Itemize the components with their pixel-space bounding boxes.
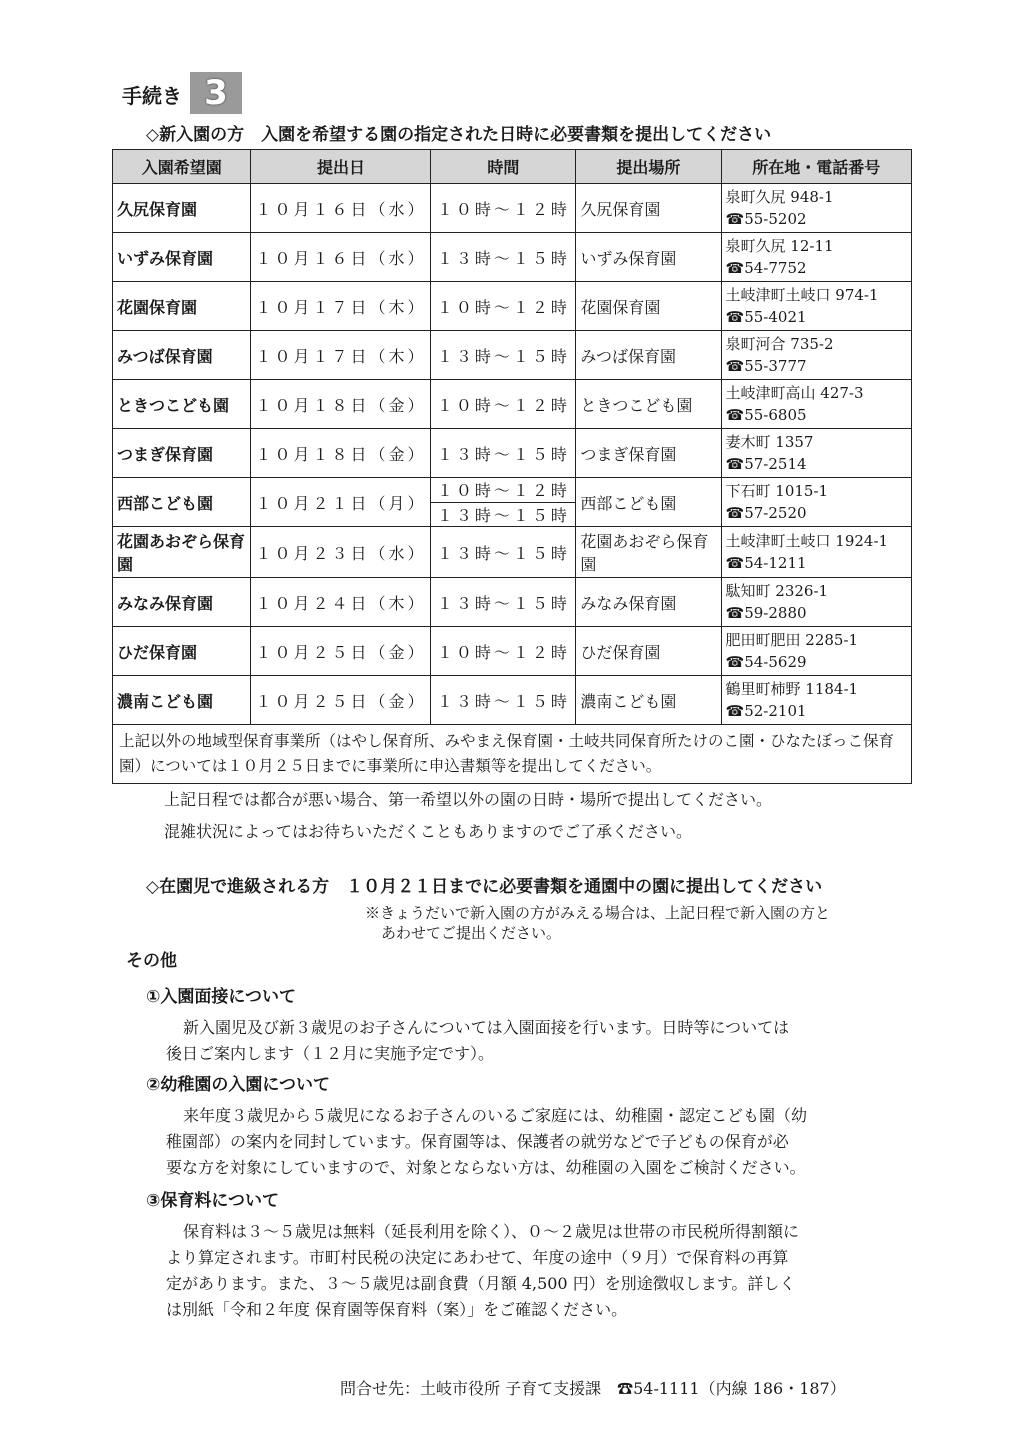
header-cell: 入園希望園	[113, 150, 251, 184]
submission-place: ひだ保育園	[576, 627, 721, 676]
nursery-name: いずみ保育園	[113, 233, 251, 282]
address: 土岐津町高山 427-3	[725, 384, 864, 402]
nursery-name: ひだ保育園	[113, 627, 251, 676]
phone: ☎55-6805	[725, 406, 807, 424]
submission-time: １３時～１５時	[431, 233, 576, 282]
submission-date: １０月１８日（金）	[251, 380, 431, 429]
submission-time: １３時～１５時	[431, 429, 576, 478]
new-enrollment-heading: ◇新入園の方 入園を希望する園の指定された日時に必要書類を提出してください	[146, 125, 772, 145]
address: 肥田町肥田 2285-1	[725, 631, 859, 649]
address-phone	[721, 429, 911, 478]
phone: ☎54-5629	[725, 653, 807, 671]
submission-time: １３時～１５時	[431, 578, 576, 627]
after-table-line: 上記日程では都合が悪い場合、第一希望以外の園の日時・場所で提出してください。	[164, 790, 773, 809]
header-cell: 提出日	[251, 150, 431, 184]
step-number-badge: 3	[190, 72, 242, 114]
continuing-note: あわせてご提出ください。	[381, 924, 562, 942]
nursery-name: 花園保育園	[113, 282, 251, 331]
header-cell: 所在地・電話番号	[721, 150, 911, 184]
table-row	[113, 233, 912, 282]
table-row	[113, 429, 912, 478]
address: 駄知町 2326-1	[725, 582, 829, 600]
submission-place: 濃南こども園	[576, 676, 721, 725]
submission-place: 西部こども園	[576, 478, 721, 527]
address-phone	[721, 478, 911, 527]
contact-info: 問合せ先：土岐市役所 子育て支援課 ☎54-1111（内線 186・187）	[340, 1379, 846, 1398]
submission-place: 花園あおぞら保育園	[576, 527, 721, 578]
header-cell: 時間	[431, 150, 576, 184]
address: 鶴里町柿野 1184-1	[725, 680, 859, 698]
phone: ☎59-2880	[725, 604, 807, 622]
header-cell: 提出場所	[576, 150, 721, 184]
section-line: は別紙「令和２年度 保育園等保育料（案）」をご確認ください。	[166, 1300, 628, 1319]
table-row	[113, 578, 912, 627]
phone: ☎55-3777	[725, 357, 807, 375]
submission-time: １０時～１２時	[431, 627, 576, 676]
phone: ☎57-2514	[725, 455, 807, 473]
section-line: 要な方を対象にしていますので、対象とならない方は、幼稚園の入園をご検討ください。	[166, 1158, 806, 1177]
nursery-name: みつば保育園	[113, 331, 251, 380]
address: 泉町久尻 12-11	[725, 237, 834, 255]
continuing-note: ※きょうだいで新入園の方がみえる場合は、上記日程で新入園の方と	[365, 904, 831, 922]
submission-date: １０月１７日（木）	[251, 282, 431, 331]
address: 泉町久尻 948-1	[725, 188, 834, 206]
section-line: 保育料は３～５歳児は無料（延長利用を除く）、０～２歳児は世帯の市民税所得割額に	[183, 1222, 800, 1241]
address: 妻木町 1357	[725, 433, 814, 451]
section-line: より算定されます。市町村民税の決定にあわせて、年度の途中（９月）で保育料の再算	[166, 1248, 789, 1267]
section-line: 来年度３歳児から５歳児になるお子さんのいるご家庭には、幼稚園・認定こども園（幼	[183, 1106, 808, 1125]
section-title: ③保育料について	[146, 1191, 280, 1211]
nursery-name: 濃南こども園	[113, 676, 251, 725]
section-line: 新入園児及び新３歳児のお子さんについては入園面接を行います。日時等については	[183, 1018, 790, 1037]
nursery-name: 西部こども園	[113, 478, 251, 527]
phone: ☎54-7752	[725, 259, 807, 277]
submission-time: １３時～１５時	[431, 676, 576, 725]
table-row	[113, 627, 912, 676]
after-table-line: 混雑状況によってはお待ちいただくこともありますのでご了承ください。	[164, 822, 693, 841]
schedule-table	[112, 149, 912, 784]
table-row	[113, 676, 912, 725]
phone: ☎55-5202	[725, 210, 807, 228]
submission-time: １３時～１５時	[431, 331, 576, 380]
submission-time: １３時～１５時	[431, 502, 576, 527]
step-label: 手続き	[122, 84, 182, 108]
table-row	[113, 380, 912, 429]
table-note: 上記以外の地域型保育事業所（はやし保育所、みやまえ保育園・土岐共同保育所たけのこ園・ひなたぼっこ保育園）については１０月２５日までに事業所に申込書類等を提出してください。	[113, 725, 912, 784]
submission-place: みなみ保育園	[576, 578, 721, 627]
address-phone	[721, 627, 911, 676]
submission-place: ときつこども園	[576, 380, 721, 429]
phone: ☎57-2520	[725, 504, 807, 522]
address-phone	[721, 578, 911, 627]
nursery-name: 久尻保育園	[113, 184, 251, 233]
submission-time: １０時～１２時	[431, 282, 576, 331]
phone: ☎54-1211	[725, 554, 807, 572]
address: 土岐津町土岐口 1924-1	[725, 532, 889, 550]
address: 下石町 1015-1	[725, 482, 829, 500]
address-phone	[721, 527, 911, 578]
nursery-name: つまぎ保育園	[113, 429, 251, 478]
table-row	[113, 282, 912, 331]
submission-place: みつば保育園	[576, 331, 721, 380]
submission-date: １０月２５日（金）	[251, 627, 431, 676]
section-line: 稚園部）の案内を同封しています。保育園等は、保護者の就労などで子どもの保育が必	[166, 1132, 789, 1151]
submission-date: １０月２４日（木）	[251, 578, 431, 627]
address: 土岐津町土岐口 974-1	[725, 286, 879, 304]
nursery-name: 花園あおぞら保育園	[113, 527, 251, 578]
address-phone	[721, 282, 911, 331]
table-header-row	[113, 150, 912, 184]
table-row	[113, 331, 912, 380]
address-phone	[721, 676, 911, 725]
submission-date: １０月２１日（月）	[251, 478, 431, 527]
nursery-name: みなみ保育園	[113, 578, 251, 627]
section-line: 後日ご案内します（１２月に実施予定です）。	[166, 1044, 495, 1063]
section-title: ②幼稚園の入園について	[146, 1075, 331, 1095]
submission-time: １３時～１５時	[431, 527, 576, 578]
submission-date: １０月２３日（水）	[251, 527, 431, 578]
address-phone	[721, 184, 911, 233]
submission-time: １０時～１２時	[431, 380, 576, 429]
submission-place: つまぎ保育園	[576, 429, 721, 478]
submission-place: 花園保育園	[576, 282, 721, 331]
submission-time: １０時～１２時	[431, 478, 576, 503]
section-title: ①入園面接について	[146, 987, 297, 1007]
submission-place: いずみ保育園	[576, 233, 721, 282]
continuing-heading: ◇在園児で進級される方 １０月２１日までに必要書類を通園中の園に提出してください	[146, 877, 823, 897]
address-phone	[721, 380, 911, 429]
table-note-row	[113, 725, 912, 784]
address-phone	[721, 233, 911, 282]
table-row	[113, 184, 912, 233]
submission-date: １０月１８日（金）	[251, 429, 431, 478]
submission-time: １０時～１２時	[431, 184, 576, 233]
submission-date: １０月１６日（水）	[251, 184, 431, 233]
submission-place: 久尻保育園	[576, 184, 721, 233]
submission-date: １０月１６日（水）	[251, 233, 431, 282]
submission-date: １０月２５日（金）	[251, 676, 431, 725]
phone: ☎55-4021	[725, 308, 807, 326]
nursery-name: ときつこども園	[113, 380, 251, 429]
address-phone	[721, 331, 911, 380]
table-row	[113, 478, 912, 503]
other-heading: その他	[126, 951, 177, 971]
table-row	[113, 527, 912, 578]
submission-date: １０月１７日（木）	[251, 331, 431, 380]
address: 泉町河合 735-2	[725, 335, 834, 353]
phone: ☎52-2101	[725, 702, 807, 720]
section-line: 定があります。また、３～５歳児は副食費（月額 4,500 円）を別途徴収します。詳しく	[166, 1274, 796, 1293]
